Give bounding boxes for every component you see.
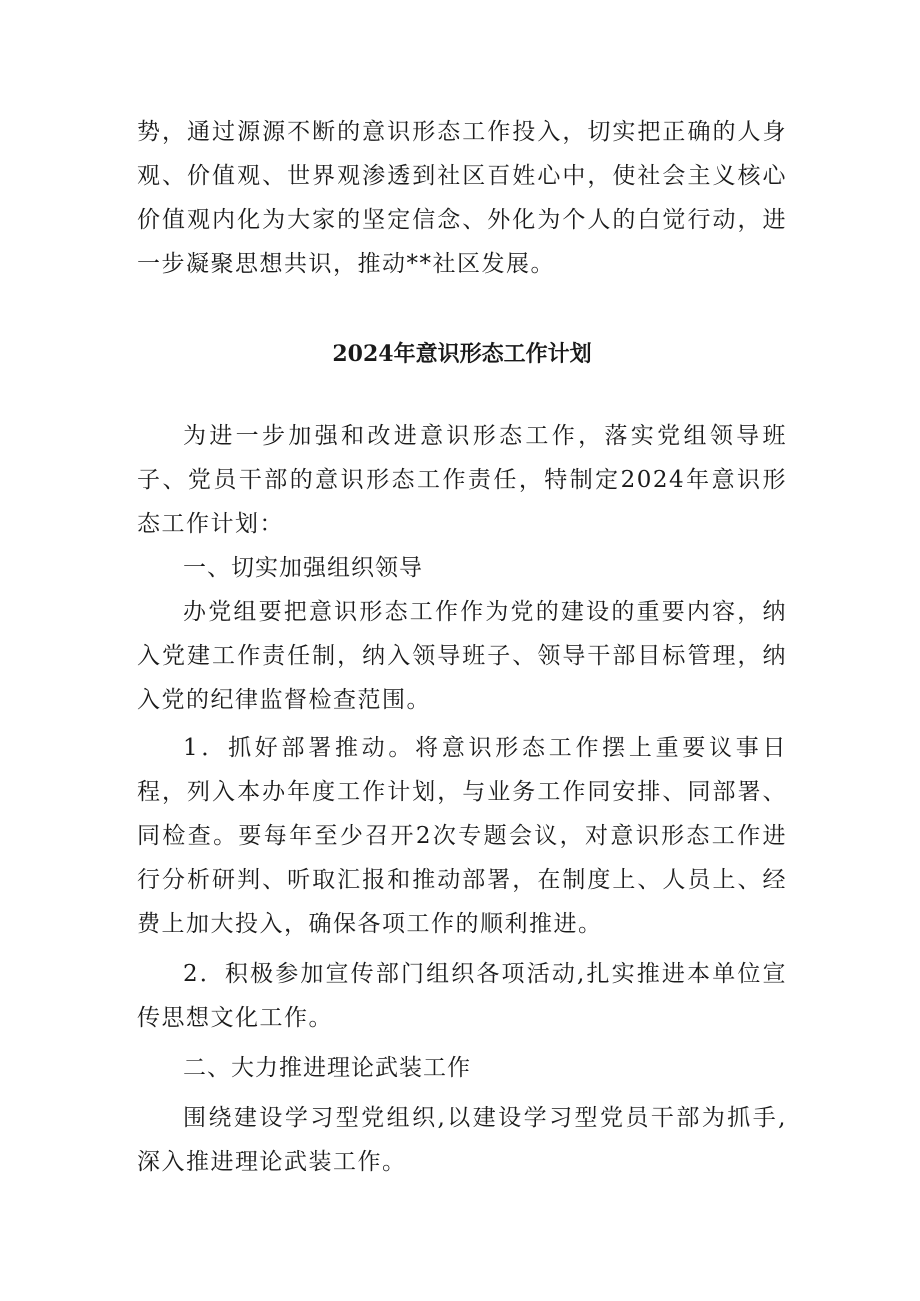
section1-item-1: 1．抓好部署推动。将意识形态工作摆上重要议事日程，列入本办年度工作计划，与业务工作同安排、同部署、同检查。要每年至少召开2次专题会议，对意识形态工作进行分析研判、听取汇报和推动部署，在制度上、人员上、经费上加大投入，确保各项工作的顺利推进。 <box>137 735 787 937</box>
section2-body: 围绕建设学习型党组织,以建设学习型党员干部为抓手,深入推进理论武装工作。 <box>137 1105 787 1175</box>
preamble-paragraph: 为进一步加强和改进意识形态工作，落实党组领导班子、党员干部的意识形态工作责任，特制定2024年意识形态工作计划： <box>137 423 787 537</box>
section-heading-2: 二、大力推进理论武装工作 <box>183 1055 471 1081</box>
spacer <box>137 376 787 414</box>
document-page <box>137 110 787 1184</box>
section1-body: 办党组要把意识形态工作作为党的建设的重要内容，纳入党建工作责任制，纳入领导班子、领导干部目标管理，纳入党的纪律监督检查范围。 <box>137 599 787 713</box>
spacer <box>137 286 787 332</box>
section1-item-2: 2．积极参加宣传部门组织各项活动,扎实推进本单位宣传思想文化工作。 <box>137 961 787 1031</box>
section-heading-1: 一、切实加强组织领导 <box>183 555 423 581</box>
intro-paragraph-tail: 势，通过源源不断的意识形态工作投入，切实把正确的人身观、价值观、世界观渗透到社区百姓心中，使社会主义核心价值观内化为大家的坚定信念、外化为个人的白觉行动，进一步凝聚思想共识，推动**社区发展。 <box>137 119 787 277</box>
document-title: 2024年意识形态工作计划 <box>332 341 592 367</box>
